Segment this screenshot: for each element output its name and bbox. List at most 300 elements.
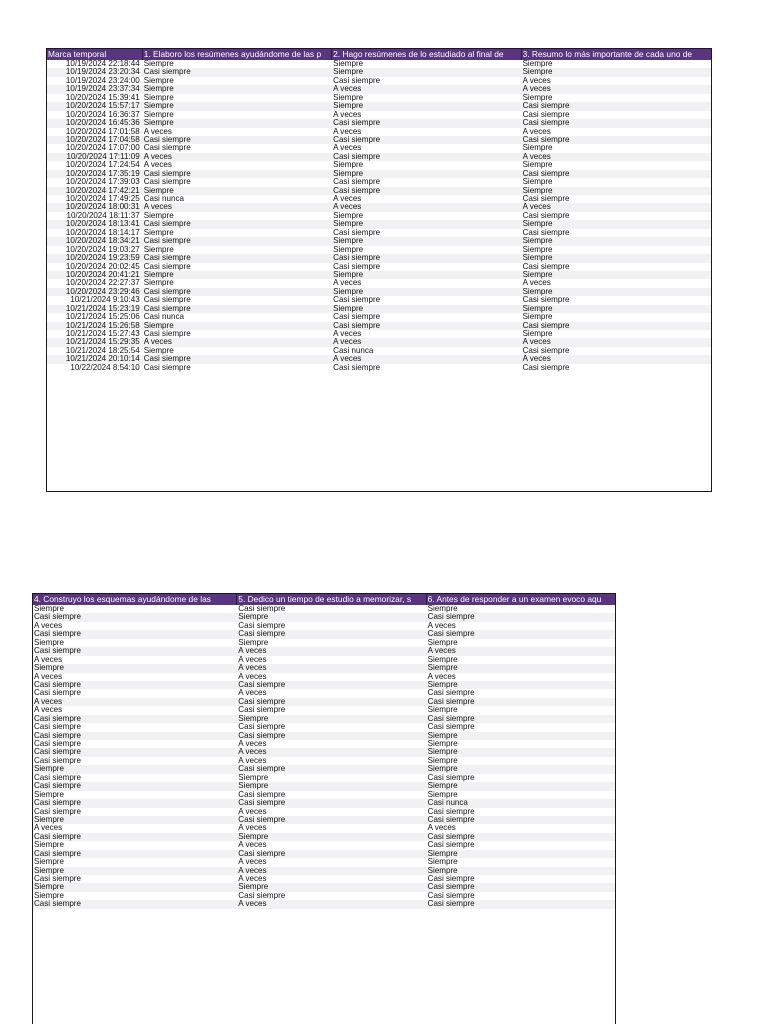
response-cell[interactable]: A veces xyxy=(333,195,362,203)
response-cell[interactable]: Siempre xyxy=(34,664,64,673)
response-cell[interactable]: Casi siempre xyxy=(34,613,81,622)
response-cell[interactable]: A veces xyxy=(238,748,267,757)
table-body xyxy=(33,605,615,909)
response-cell[interactable]: Casi siempre xyxy=(238,706,286,715)
response-cell[interactable]: Siempre xyxy=(427,790,458,799)
response-cell[interactable]: Casi siempre xyxy=(143,178,191,187)
response-cell[interactable]: Casi siempre xyxy=(333,262,381,271)
response-cell[interactable]: Casi siempre xyxy=(427,875,475,883)
response-cell[interactable]: A veces xyxy=(333,355,362,364)
response-cell[interactable]: Casi siempre xyxy=(427,630,475,639)
response-cell[interactable]: Siempre xyxy=(34,866,64,875)
response-cell[interactable]: A veces xyxy=(238,655,267,664)
table-row xyxy=(47,119,711,127)
column-header-timestamp[interactable]: Marca temporal xyxy=(47,49,143,60)
response-cell[interactable]: Siempre xyxy=(238,883,269,892)
response-cell[interactable]: Casi siempre xyxy=(34,647,81,656)
timestamp-cell[interactable]: 10/20/2024 17:35:19 xyxy=(65,169,140,178)
table-body xyxy=(47,60,711,372)
response-cell[interactable]: Casi nunca xyxy=(143,313,184,322)
response-cell[interactable]: Casi siempre xyxy=(333,254,381,263)
response-cell[interactable]: Siempre xyxy=(522,304,553,313)
response-cell[interactable]: Siempre xyxy=(34,815,64,824)
timestamp-cell[interactable]: 10/19/2024 23:37:34 xyxy=(65,85,140,94)
table-row xyxy=(47,195,711,203)
response-cell[interactable]: Casi siempre xyxy=(333,178,381,187)
timestamp-cell[interactable]: 10/20/2024 17:01:58 xyxy=(65,127,140,136)
response-cell[interactable]: Siempre xyxy=(143,60,174,68)
response-cell[interactable]: Casi siempre xyxy=(333,186,381,195)
response-cell[interactable]: A veces xyxy=(522,338,551,347)
response-cell[interactable]: Casi siempre xyxy=(427,613,475,622)
timestamp-cell[interactable]: 10/21/2024 18:25:54 xyxy=(65,346,140,355)
response-cell[interactable]: A veces xyxy=(238,756,267,765)
response-cell[interactable]: Siempre xyxy=(427,866,458,875)
response-cell[interactable]: Siempre xyxy=(522,330,553,338)
timestamp-cell[interactable]: 10/20/2024 16:45:36 xyxy=(65,119,140,128)
response-cell[interactable]: Siempre xyxy=(427,655,458,664)
response-cell[interactable]: Casi siempre xyxy=(143,287,191,296)
response-cell[interactable]: Siempre xyxy=(522,161,553,170)
response-cell[interactable]: Siempre xyxy=(427,756,458,765)
response-cell[interactable]: Casi siempre xyxy=(34,689,81,698)
response-cell[interactable]: Siempre xyxy=(333,60,364,68)
response-cell[interactable]: Casi siempre xyxy=(143,144,191,153)
response-cell[interactable]: Casi siempre xyxy=(34,773,81,782)
response-cell[interactable]: Casi siempre xyxy=(333,321,381,330)
timestamp-cell[interactable]: 10/21/2024 15:26:58 xyxy=(65,321,140,330)
response-cell[interactable]: Siempre xyxy=(143,119,174,128)
response-cell[interactable]: Casi siempre xyxy=(143,135,191,144)
response-cell[interactable]: Casi siempre xyxy=(522,119,570,128)
response-cell[interactable]: Casi siempre xyxy=(143,363,191,372)
response-cell[interactable]: Casi siempre xyxy=(34,630,81,639)
response-cell[interactable]: Siempre xyxy=(143,102,174,111)
response-cell[interactable]: Casi siempre xyxy=(427,723,475,732)
response-cell[interactable]: Casi siempre xyxy=(427,891,475,900)
response-cell[interactable]: Siempre xyxy=(34,638,64,647)
timestamp-cell[interactable]: 10/19/2024 23:20:34 xyxy=(65,68,140,77)
timestamp-cell[interactable]: 10/21/2024 15:25:06 xyxy=(65,313,140,322)
response-cell[interactable]: Casi siempre xyxy=(522,346,570,355)
table-row xyxy=(47,288,711,296)
timestamp-cell[interactable]: 10/20/2024 17:39:03 xyxy=(65,178,140,187)
response-cell[interactable]: Casi siempre xyxy=(143,296,191,305)
table-row xyxy=(33,808,615,816)
timestamp-cell[interactable]: 10/20/2024 17:24:54 xyxy=(65,161,140,170)
timestamp-cell[interactable]: 10/20/2024 19:23:59 xyxy=(65,254,140,263)
timestamp-cell[interactable]: 10/21/2024 15:23:19 xyxy=(65,304,140,313)
table-row xyxy=(47,60,711,68)
response-cell[interactable]: Siempre xyxy=(238,782,269,791)
table-row xyxy=(47,77,711,85)
timestamp-cell[interactable]: 10/22/2024 8:54:10 xyxy=(70,363,140,372)
column-header-question-6[interactable]: 6. Antes de responder a un examen evoco aqu xyxy=(427,594,602,604)
response-cell[interactable]: Casi siempre xyxy=(143,355,191,364)
response-cell[interactable]: Casi siempre xyxy=(143,68,191,77)
response-cell[interactable]: Casi siempre xyxy=(238,731,286,740)
response-cell[interactable]: Casi siempre xyxy=(34,782,81,791)
response-cell[interactable]: Siempre xyxy=(238,773,269,782)
response-cell[interactable]: Siempre xyxy=(143,211,174,220)
response-cell[interactable]: Siempre xyxy=(238,613,269,622)
table-row xyxy=(33,681,615,689)
response-cell[interactable]: Siempre xyxy=(522,237,553,246)
response-cell[interactable]: A veces xyxy=(34,697,63,706)
timestamp-cell[interactable]: 10/20/2024 17:49:25 xyxy=(65,195,140,203)
response-cell[interactable]: Siempre xyxy=(522,245,553,254)
response-cell[interactable]: A veces xyxy=(427,621,456,630)
response-cell[interactable]: Siempre xyxy=(34,891,64,900)
response-cell[interactable]: Siempre xyxy=(522,313,553,322)
table-row xyxy=(47,212,711,220)
table-row xyxy=(33,698,615,706)
response-cell[interactable]: A veces xyxy=(238,647,267,656)
table-row xyxy=(33,791,615,799)
response-cell[interactable]: Casi siempre xyxy=(427,807,475,816)
response-cell[interactable]: Casi siempre xyxy=(238,723,286,732)
response-cell[interactable]: Casi siempre xyxy=(34,680,81,689)
header-row xyxy=(47,49,711,60)
response-cell[interactable]: Casi siempre xyxy=(427,841,475,850)
response-cell[interactable]: Casi siempre xyxy=(143,262,191,271)
response-cell[interactable]: A veces xyxy=(522,85,551,94)
response-cell[interactable]: Casi siempre xyxy=(522,296,570,305)
response-cell[interactable]: A veces xyxy=(522,203,551,212)
response-cell[interactable]: Casi siempre xyxy=(143,330,191,338)
response-cell[interactable]: A veces xyxy=(522,152,551,161)
response-cell[interactable]: A veces xyxy=(333,279,362,288)
response-cell[interactable]: Siempre xyxy=(522,178,553,187)
timestamp-cell[interactable]: 10/20/2024 15:39:41 xyxy=(65,93,140,102)
response-cell[interactable]: Siempre xyxy=(143,346,174,355)
timestamp-cell[interactable]: 10/20/2024 19:03:27 xyxy=(65,245,140,254)
timestamp-cell[interactable]: 10/20/2024 22:27:37 xyxy=(65,279,140,288)
response-cell[interactable]: Casi siempre xyxy=(522,211,570,220)
response-cell[interactable]: Siempre xyxy=(522,144,553,153)
table-row xyxy=(47,364,711,372)
response-cell[interactable]: Siempre xyxy=(34,605,64,613)
response-cell[interactable]: Casi siempre xyxy=(333,135,381,144)
response-cell[interactable]: Siempre xyxy=(34,765,64,774)
timestamp-cell[interactable]: 10/20/2024 18:34:21 xyxy=(65,237,140,246)
response-cell[interactable]: A veces xyxy=(238,664,267,673)
response-cell[interactable]: Siempre xyxy=(34,858,64,867)
table-row xyxy=(33,732,615,740)
timestamp-cell[interactable]: 10/20/2024 17:42:21 xyxy=(65,186,140,195)
table-row xyxy=(33,689,615,697)
response-cell[interactable]: Casi siempre xyxy=(143,237,191,246)
table-row xyxy=(33,715,615,723)
table-row xyxy=(47,237,711,245)
response-cell[interactable]: Casi siempre xyxy=(34,740,81,748)
response-cell[interactable]: Siempre xyxy=(522,186,553,195)
response-cell[interactable]: Siempre xyxy=(238,638,269,647)
table-row xyxy=(47,144,711,152)
response-cell[interactable]: Siempre xyxy=(333,68,364,77)
response-cell[interactable]: A veces xyxy=(333,338,362,347)
column-header-question-3[interactable]: 3. Resumo lo más importante de cada uno de xyxy=(522,49,693,59)
timestamp-cell[interactable]: 10/20/2024 17:07:00 xyxy=(65,144,140,153)
response-cell[interactable]: A veces xyxy=(34,706,63,715)
response-cell[interactable]: Siempre xyxy=(522,93,553,102)
table-row xyxy=(33,841,615,849)
response-cell[interactable]: Siempre xyxy=(522,60,553,68)
response-cell[interactable]: Casi siempre xyxy=(522,102,570,111)
timestamp-cell[interactable]: 10/20/2024 23:29:46 xyxy=(65,287,140,296)
response-cell[interactable]: Casi siempre xyxy=(522,169,570,178)
response-cell[interactable]: A veces xyxy=(143,127,172,136)
response-cell[interactable]: Casi siempre xyxy=(427,815,475,824)
table-row xyxy=(33,647,615,655)
response-cell[interactable]: Casi siempre xyxy=(333,296,381,305)
timestamp-cell[interactable]: 10/19/2024 23:24:00 xyxy=(65,76,140,85)
response-cell[interactable]: Casi siempre xyxy=(238,630,286,639)
response-cell[interactable]: Siempre xyxy=(333,237,364,246)
response-cell[interactable]: Siempre xyxy=(143,85,174,94)
response-cell[interactable]: A veces xyxy=(333,144,362,153)
response-cell[interactable]: Siempre xyxy=(238,832,269,841)
response-cell[interactable]: Casi nunca xyxy=(427,799,468,808)
response-cell[interactable]: Casi siempre xyxy=(238,765,286,774)
response-cell[interactable]: Casi siempre xyxy=(427,832,475,841)
response-cell[interactable]: A veces xyxy=(143,203,172,212)
response-cell[interactable]: Casi siempre xyxy=(427,883,475,892)
response-cell[interactable]: Casi siempre xyxy=(427,714,475,723)
response-cell[interactable]: A veces xyxy=(238,807,267,816)
response-cell[interactable]: Casi siempre xyxy=(522,363,570,372)
response-cell[interactable]: A veces xyxy=(238,858,267,867)
response-cell[interactable]: Casi siempre xyxy=(427,697,475,706)
response-cell[interactable]: Casi siempre xyxy=(522,228,570,237)
table-row xyxy=(47,338,711,346)
response-cell[interactable]: Siempre xyxy=(522,220,553,229)
response-cell[interactable]: Casi siempre xyxy=(522,135,570,144)
response-cell[interactable]: Siempre xyxy=(238,714,269,723)
timestamp-cell[interactable]: 10/20/2024 20:02:45 xyxy=(65,262,140,271)
table-row xyxy=(47,203,711,211)
response-cell[interactable]: Siempre xyxy=(333,220,364,229)
response-cell[interactable]: Casi siempre xyxy=(333,152,381,161)
response-cell[interactable]: Casi siempre xyxy=(238,799,286,808)
response-cell[interactable]: Siempre xyxy=(427,680,458,689)
response-cell[interactable]: Casi siempre xyxy=(34,731,81,740)
response-cell[interactable]: A veces xyxy=(333,110,362,119)
column-header-question-1[interactable]: 1. Elaboro los resúmenes ayudándome de las p xyxy=(143,49,332,60)
response-cell[interactable]: Siempre xyxy=(427,740,458,748)
timestamp-cell[interactable]: 10/21/2024 15:29:35 xyxy=(65,338,140,347)
response-cell[interactable]: Siempre xyxy=(143,245,174,254)
table-row xyxy=(33,613,615,621)
response-cell[interactable]: A veces xyxy=(143,338,172,347)
column-header-question-4[interactable]: 4. Construyo los esquemas ayudándome de las xyxy=(33,594,237,605)
response-cell[interactable]: Siempre xyxy=(333,245,364,254)
response-cell[interactable]: A veces xyxy=(522,279,551,288)
response-cell[interactable]: Siempre xyxy=(427,706,458,715)
response-cell[interactable]: Casi nunca xyxy=(143,195,184,203)
response-cell[interactable]: Casi siempre xyxy=(238,605,286,613)
response-cell[interactable]: Casi nunca xyxy=(333,346,374,355)
response-cell[interactable]: Siempre xyxy=(427,605,458,613)
spreadsheet-page-2 xyxy=(32,593,616,1024)
timestamp-cell[interactable]: 10/20/2024 17:04:58 xyxy=(65,135,140,144)
response-cell[interactable]: Casi siempre xyxy=(143,254,191,263)
timestamp-cell[interactable]: 10/21/2024 20:10:14 xyxy=(65,355,140,364)
response-cell[interactable]: Siempre xyxy=(522,270,553,279)
response-cell[interactable]: Casi siempre xyxy=(522,195,570,203)
table-row xyxy=(33,639,615,647)
response-cell[interactable]: Siempre xyxy=(333,169,364,178)
timestamp-cell[interactable]: 10/20/2024 18:14:17 xyxy=(65,228,140,237)
response-cell[interactable]: A veces xyxy=(427,647,456,656)
column-header-question-2[interactable]: 2. Hago resúmenes de lo estudiado al final de xyxy=(332,49,521,60)
response-cell[interactable]: A veces xyxy=(522,76,551,85)
response-cell[interactable]: Siempre xyxy=(34,790,64,799)
response-cell[interactable]: A veces xyxy=(333,203,362,212)
response-cell[interactable]: Casi siempre xyxy=(34,807,81,816)
response-cell[interactable]: Casi siempre xyxy=(34,714,81,723)
timestamp-cell[interactable]: 10/21/2024 15:27:43 xyxy=(65,330,140,338)
response-cell[interactable]: Casi siempre xyxy=(333,313,381,322)
response-cell[interactable]: Siempre xyxy=(333,161,364,170)
response-cell[interactable]: Siempre xyxy=(522,287,553,296)
table-row xyxy=(47,305,711,313)
response-cell[interactable]: A veces xyxy=(238,689,267,698)
response-cell[interactable]: Casi siempre xyxy=(34,723,81,732)
timestamp-cell[interactable]: 10/20/2024 18:00:31 xyxy=(65,203,140,212)
response-cell[interactable]: Siempre xyxy=(333,93,364,102)
response-cell[interactable]: Casi siempre xyxy=(238,790,286,799)
response-cell[interactable]: A veces xyxy=(333,127,362,136)
timestamp-cell[interactable]: 10/19/2024 22:18:44 xyxy=(65,60,140,68)
response-cell[interactable]: Casi siempre xyxy=(238,849,286,858)
response-cell[interactable]: Siempre xyxy=(34,883,64,892)
response-cell[interactable]: Siempre xyxy=(427,849,458,858)
response-cell[interactable]: Casi siempre xyxy=(238,697,286,706)
response-cell[interactable]: A veces xyxy=(427,824,456,833)
response-cell[interactable]: Siempre xyxy=(427,731,458,740)
response-cell[interactable]: Siempre xyxy=(427,638,458,647)
timestamp-cell[interactable]: 10/20/2024 18:13:41 xyxy=(65,220,140,229)
timestamp-cell[interactable]: 10/20/2024 20:41:21 xyxy=(65,270,140,279)
response-cell[interactable]: A veces xyxy=(238,841,267,850)
response-cell[interactable]: Casi siempre xyxy=(427,900,475,909)
response-cell[interactable]: A veces xyxy=(34,824,63,833)
response-cell[interactable]: Casi siempre xyxy=(34,849,81,858)
response-cell[interactable]: A veces xyxy=(238,866,267,875)
response-cell[interactable]: Casi siempre xyxy=(427,689,475,698)
response-cell[interactable]: A veces xyxy=(238,824,267,833)
response-cell[interactable]: Casi siempre xyxy=(238,680,286,689)
response-cell[interactable]: Siempre xyxy=(333,102,364,111)
response-cell[interactable]: A veces xyxy=(238,875,267,883)
timestamp-cell[interactable]: 10/20/2024 17:11:09 xyxy=(66,152,140,161)
response-cell[interactable]: A veces xyxy=(522,355,551,364)
column-header-question-5[interactable]: 5. Dedico un tiempo de estudio a memorizar, s xyxy=(237,594,426,605)
response-cell[interactable]: A veces xyxy=(238,900,267,909)
table-row xyxy=(33,765,615,773)
response-cell[interactable]: Siempre xyxy=(522,68,553,77)
response-cell[interactable]: Siempre xyxy=(34,841,64,850)
response-cell[interactable]: Siempre xyxy=(427,748,458,757)
response-cell[interactable]: A veces xyxy=(238,740,267,748)
response-cell[interactable]: Siempre xyxy=(143,270,174,279)
response-cell[interactable]: Siempre xyxy=(427,782,458,791)
response-cell[interactable]: Casi siempre xyxy=(143,220,191,229)
table-row xyxy=(33,740,615,748)
response-cell[interactable]: Siempre xyxy=(143,93,174,102)
response-cell[interactable]: A veces xyxy=(427,672,456,681)
response-cell[interactable]: Siempre xyxy=(143,228,174,237)
response-cell[interactable]: Siempre xyxy=(143,110,174,119)
header-row xyxy=(33,594,615,605)
timestamp-cell[interactable]: 10/20/2024 18:11:37 xyxy=(66,211,140,220)
table-row xyxy=(33,622,615,630)
response-cell[interactable]: Siempre xyxy=(143,76,174,85)
response-cell[interactable]: A veces xyxy=(333,330,362,338)
response-cell[interactable]: Casi siempre xyxy=(238,815,286,824)
response-cell[interactable]: A veces xyxy=(143,152,172,161)
response-cell[interactable]: Casi siempre xyxy=(333,228,381,237)
table-row xyxy=(47,187,711,195)
response-cell[interactable]: Casi siempre xyxy=(333,119,381,128)
response-cell[interactable]: Casi siempre xyxy=(522,321,570,330)
response-cell[interactable]: Casi siempre xyxy=(143,169,191,178)
response-cell[interactable]: Siempre xyxy=(143,279,174,288)
response-cell[interactable]: Siempre xyxy=(522,254,553,263)
table-row xyxy=(33,875,615,883)
timestamp-cell[interactable]: 10/20/2024 16:36:37 xyxy=(65,110,140,119)
response-cell[interactable]: A veces xyxy=(34,621,63,630)
response-cell[interactable]: Casi siempre xyxy=(34,748,81,757)
timestamp-cell[interactable]: 10/21/2024 9:10:43 xyxy=(70,296,140,305)
response-cell[interactable]: Casi siempre xyxy=(238,621,286,630)
response-cell[interactable]: Casi siempre xyxy=(34,756,81,765)
response-cell[interactable]: Casi siempre xyxy=(34,832,81,841)
response-cell[interactable]: Siempre xyxy=(333,211,364,220)
response-cell[interactable]: Casi siempre xyxy=(143,304,191,313)
response-cell[interactable]: A veces xyxy=(522,127,551,136)
table-row xyxy=(47,136,711,144)
response-cell[interactable]: A veces xyxy=(238,672,267,681)
response-cell[interactable]: Casi siempre xyxy=(34,875,81,883)
response-cell[interactable]: Casi siempre xyxy=(427,773,475,782)
response-cell[interactable]: Siempre xyxy=(427,664,458,673)
response-cell[interactable]: Siempre xyxy=(333,287,364,296)
table-row xyxy=(33,723,615,731)
response-cell[interactable]: Siempre xyxy=(143,186,174,195)
response-cell[interactable]: Siempre xyxy=(427,858,458,867)
response-cell[interactable]: Siempre xyxy=(333,304,364,313)
timestamp-cell[interactable]: 10/20/2024 15:57:17 xyxy=(65,102,140,111)
response-cell[interactable]: A veces xyxy=(34,672,63,681)
response-cell[interactable]: Casi siempre xyxy=(34,799,81,808)
response-cell[interactable]: A veces xyxy=(34,655,63,664)
response-cell[interactable]: Casi siempre xyxy=(333,363,381,372)
response-cell[interactable]: Siempre xyxy=(143,321,174,330)
response-cell[interactable]: Casi siempre xyxy=(522,110,570,119)
response-cell[interactable]: A veces xyxy=(143,161,172,170)
response-cell[interactable]: Siempre xyxy=(427,765,458,774)
response-cell[interactable]: Casi siempre xyxy=(34,900,81,909)
response-cell[interactable]: A veces xyxy=(333,85,362,94)
response-cell[interactable]: Siempre xyxy=(333,270,364,279)
response-cell[interactable]: Casi siempre xyxy=(522,262,570,271)
response-cell[interactable]: Casi siempre xyxy=(333,76,381,85)
table-row xyxy=(33,900,615,908)
response-cell[interactable]: Casi siempre xyxy=(238,891,286,900)
table-row xyxy=(47,111,711,119)
